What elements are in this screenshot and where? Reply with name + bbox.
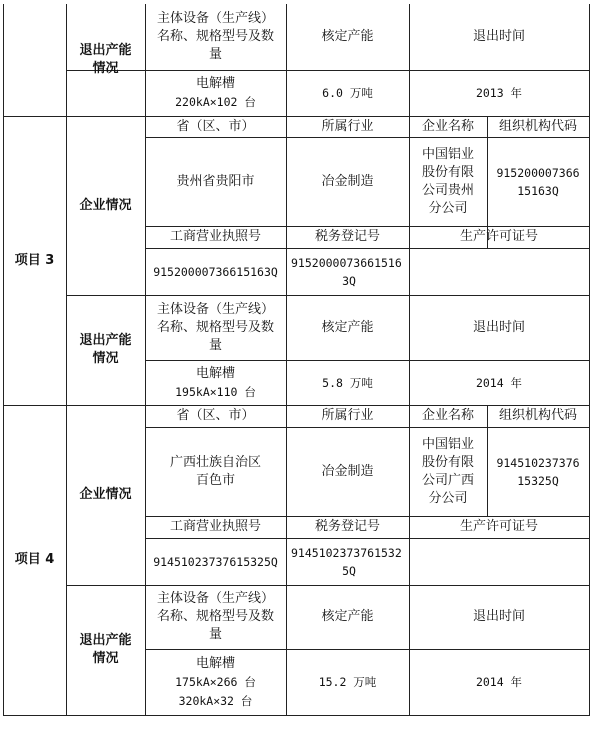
header-industry: 所属行业 (321, 118, 374, 134)
cell-capacity: 6.0 万吨 (322, 86, 373, 100)
capacity-exit-table (3, 4, 590, 716)
header-province: 省（区、市） (176, 118, 255, 134)
company-section-label: 企业情况 (79, 197, 132, 213)
exit-capacity-section-label: 退出产能 情况 (79, 43, 132, 76)
header-industry: 所属行业 (321, 408, 374, 423)
cell-business-license: 91451023737615325Q (153, 554, 278, 569)
cell-province: 广西壮族自治区 百色市 (169, 454, 261, 488)
cell-company-name: 中国铝业 股份有限 公司广西 分公司 (421, 436, 474, 506)
company-section-label: 企业情况 (79, 487, 132, 502)
cell-industry: 冶金制造 (321, 173, 374, 189)
project-label: 项目 3 (14, 252, 55, 268)
cell-production-permit (409, 538, 589, 585)
project-label: 项目 4 (14, 552, 55, 567)
cell-equipment: 电解槽 195kA×110 台 (175, 365, 256, 399)
cell-production-permit (409, 248, 589, 295)
header-business-license: 工商营业执照号 (169, 519, 261, 534)
table-border-bottom (3, 715, 590, 716)
header-capacity: 核定产能 (321, 609, 374, 624)
cell-industry: 冶金制造 (321, 463, 374, 479)
header-company-name: 企业名称 (421, 408, 474, 423)
cell-capacity: 15.2 万吨 (318, 675, 377, 689)
cell-tax-reg: 9145102373761532 5Q (291, 545, 402, 578)
cell-province: 贵州省贵阳市 (176, 173, 255, 189)
header-org-code: 组织机构代码 (498, 408, 577, 423)
cell-exit-time: 2014 年 (475, 375, 523, 390)
cell-capacity: 5.8 万吨 (322, 375, 373, 390)
header-province: 省（区、市） (176, 408, 255, 423)
exit-capacity-section-label: 退出产能 情况 (79, 633, 132, 666)
cell-equipment: 电解槽 220kA×102 台 (175, 76, 256, 109)
header-capacity: 核定产能 (321, 319, 374, 335)
cell-tax-reg: 9152000073661516 3Q (291, 255, 402, 288)
header-capacity: 核定产能 (321, 29, 374, 44)
header-production-permit: 生产许可证号 (459, 519, 538, 534)
header-company-name: 企业名称 (421, 118, 474, 134)
header-exit-time: 退出时间 (472, 29, 525, 44)
cell-equipment: 电解槽 175kA×266 台 320kA×32 台 (175, 655, 256, 708)
header-tax-reg: 税务登记号 (314, 519, 380, 534)
cell-org-code: 914510237376 15325Q (496, 455, 580, 488)
cell-company-name: 中国铝业 股份有限 公司贵州 分公司 (421, 146, 474, 216)
header-production-permit: 生产许可证号 (459, 229, 538, 244)
header-business-license: 工商营业执照号 (169, 229, 261, 244)
header-equipment: 主体设备（生产线） 名称、规格型号及数 量 (156, 11, 274, 62)
header-equipment: 主体设备（生产线） 名称、规格型号及数 量 (156, 301, 274, 353)
cell-business-license: 91520000736615163Q (153, 264, 278, 279)
header-exit-time: 退出时间 (472, 319, 525, 335)
cell-org-code: 915200007366 15163Q (496, 165, 580, 198)
header-equipment: 主体设备（生产线） 名称、规格型号及数 量 (156, 591, 274, 642)
header-org-code: 组织机构代码 (498, 118, 577, 134)
cell-exit-time: 2014 年 (475, 675, 523, 689)
cell-exit-time: 2013 年 (475, 86, 523, 100)
table-border-right (589, 4, 590, 716)
header-exit-time: 退出时间 (472, 609, 525, 624)
header-tax-reg: 税务登记号 (314, 229, 380, 244)
exit-capacity-section-label: 退出产能 情况 (79, 333, 132, 366)
